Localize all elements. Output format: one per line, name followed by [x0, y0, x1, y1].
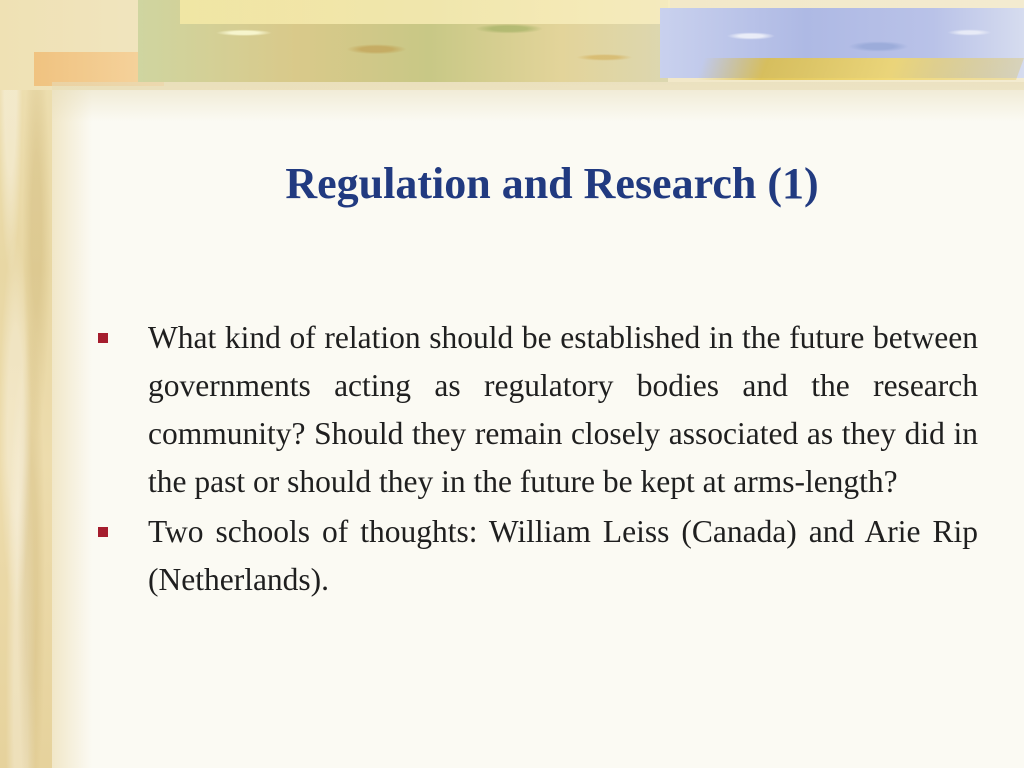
- bullet-text: Two schools of thoughts: William Leiss (Canada) and Arie Rip (Netherlands).: [148, 514, 978, 597]
- slide-title: Regulation and Research (1): [285, 159, 819, 208]
- banner-yellow-block: [180, 0, 670, 24]
- parchment-strip: [0, 0, 52, 768]
- bullet-list: [98, 314, 978, 606]
- square-bullet-icon: [98, 527, 108, 537]
- bullet-item: [98, 508, 978, 604]
- bullet-item: [98, 314, 978, 506]
- square-bullet-icon: [98, 333, 108, 343]
- banner-gold-streak: [696, 58, 1024, 80]
- banner-shadow: [52, 82, 1024, 122]
- bullet-text: What kind of relation should be established in the future between governments acting as regulatory bodies and the research community? Should they remain closely associated as they did in the past or should they in the future be kept at arms-length?: [148, 320, 978, 499]
- decorative-banner: [0, 0, 1024, 90]
